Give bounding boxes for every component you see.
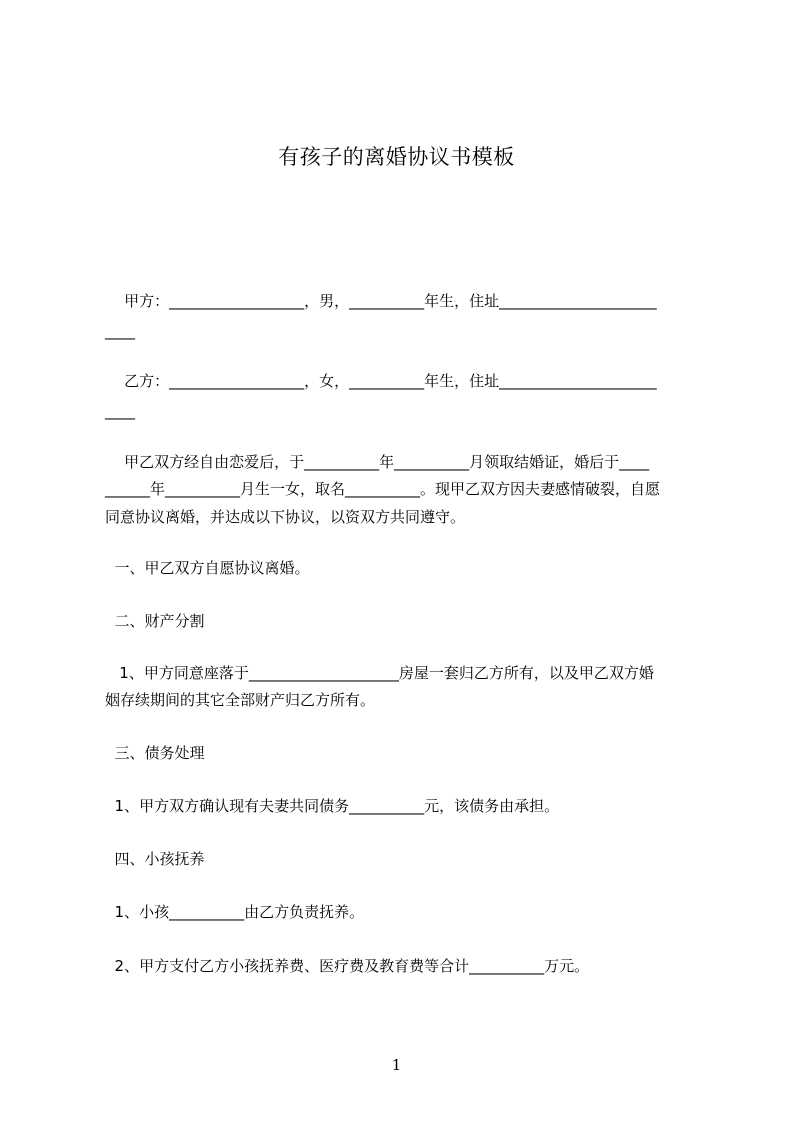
section-4-heading: 四、小孩抚养 [105, 850, 205, 868]
party-a-line-continued: ____ [105, 322, 135, 340]
intro-paragraph-line-2: ______年__________月生一女，取名__________。现甲乙双方因夫妻感情破裂，自愿 [105, 480, 661, 498]
intro-paragraph-line-1: 甲乙双方经自由恋爱后，于__________年__________月领取结婚证，婚后于____ [105, 453, 650, 471]
section-2-item-1-line-2: 姻存续期间的其它全部财产归乙方所有。 [105, 691, 376, 709]
page-number: 1 [391, 1056, 402, 1074]
document-title: 有孩子的离婚协议书模板 [278, 145, 515, 169]
party-a-line: 甲方：__________________，男，__________年生，住址_____________________ [105, 292, 657, 310]
section-4-item-2: 2、甲方支付乙方小孩抚养费、医疗费及教育费等合计__________万元。 [105, 957, 590, 975]
party-b-line: 乙方：__________________，女，__________年生，住址_____________________ [105, 372, 657, 390]
section-2-heading: 二、财产分割 [105, 612, 205, 630]
section-4-item-1: 1、小孩__________由乙方负责抚养。 [105, 903, 365, 921]
section-3-heading: 三、债务处理 [105, 744, 205, 762]
section-3-item-1: 1、甲方双方确认现有夫妻共同债务__________元，该债务由承担。 [105, 797, 560, 815]
section-1-heading: 一、甲乙双方自愿协议离婚。 [105, 559, 310, 577]
party-b-line-continued: ____ [105, 402, 135, 420]
intro-paragraph-line-3: 同意协议离婚，并达成以下协议，以资双方共同遵守。 [105, 508, 466, 526]
section-2-item-1-line-1: 1、甲方同意座落于____________________房屋一套归乙方所有，以及甲乙双方婚 [105, 664, 654, 682]
